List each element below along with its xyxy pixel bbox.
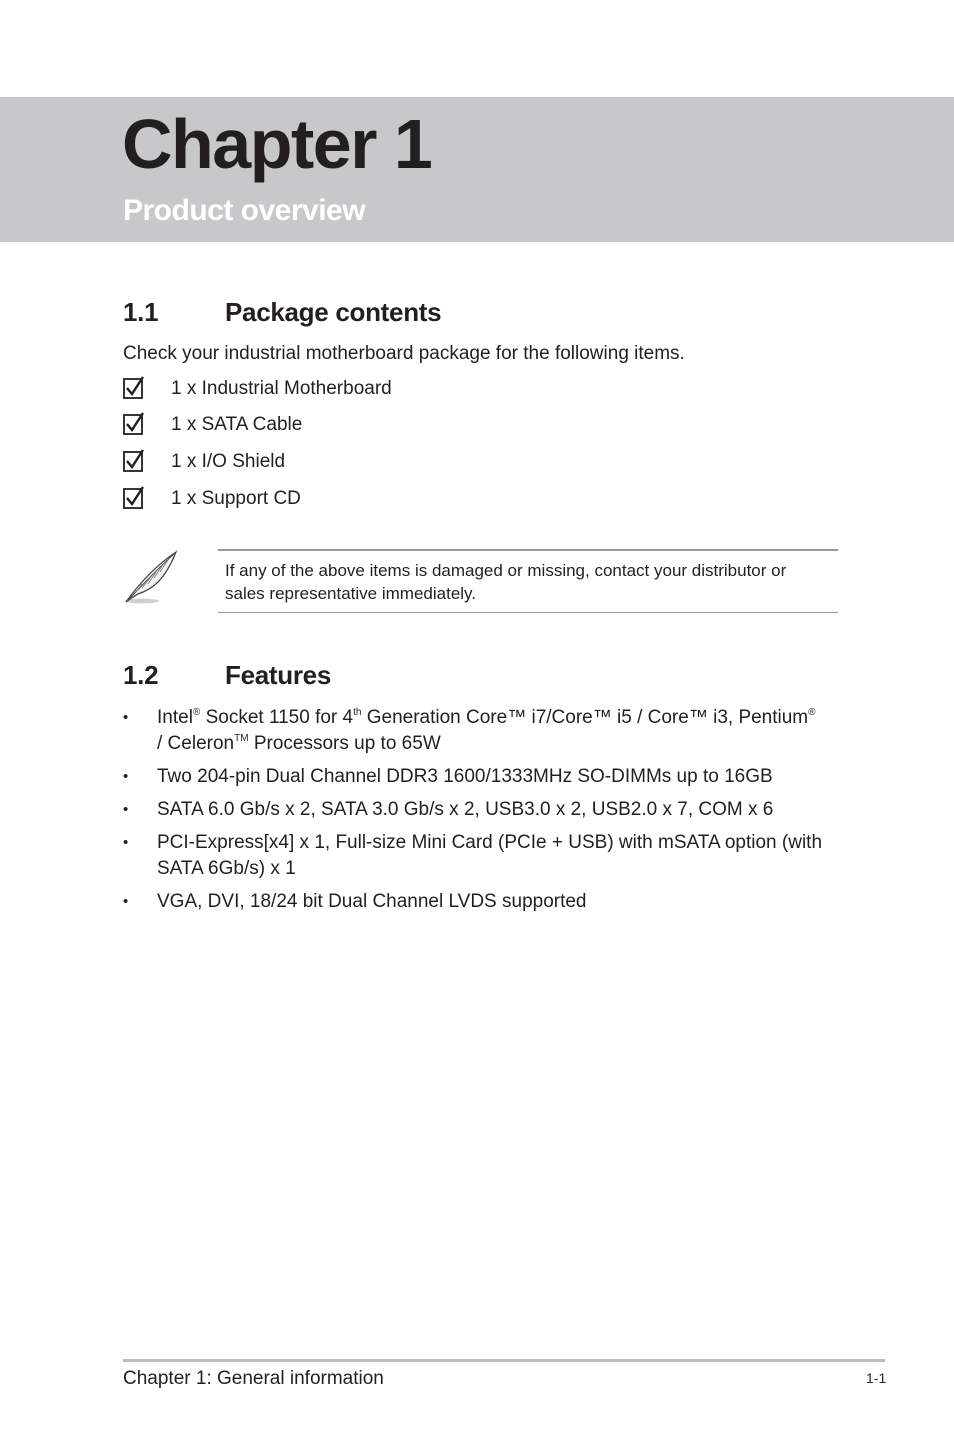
section-heading-package-contents <box>123 296 441 328</box>
checkbox-checked-icon <box>123 449 145 473</box>
note-rule-bottom <box>218 612 838 613</box>
section-heading-features <box>123 659 331 691</box>
feature-item <box>123 705 853 757</box>
checkbox-checked-icon <box>123 376 145 400</box>
section-number: 1.2 <box>123 660 159 690</box>
package-intro: Check your industrial motherboard package for the following items. <box>123 343 685 364</box>
feature-text: PCI-Express[x4] x 1, Full-size Mini Card (PCIe + USB) with mSATA option (with SATA 6Gb/s) x 1 <box>157 832 823 879</box>
bullet: • <box>123 801 129 818</box>
feature-text: VGA, DVI, 18/24 bit Dual Channel LVDS supported <box>157 891 587 912</box>
chapter-subtitle: Product overview <box>123 194 366 227</box>
note-text <box>225 559 835 605</box>
package-item-label: 1 x SATA Cable <box>171 414 303 435</box>
footer-rule <box>123 1359 885 1362</box>
package-item-label: 1 x I/O Shield <box>171 451 286 472</box>
bullet: • <box>123 893 129 910</box>
feature-text: Intel® Socket 1150 for 4th Generation Core™ i7/Core™ i5 / Core™ i3, Pentium® / Celeron™ Processors up to 65W <box>157 707 816 754</box>
features-list <box>123 705 853 922</box>
package-item-label: 1 x Industrial Motherboard <box>171 378 392 399</box>
note-line: sales representative immediately. <box>225 584 477 603</box>
package-item-label: 1 x Support CD <box>171 488 301 509</box>
section-title: Features <box>225 660 331 690</box>
feature-item <box>123 889 853 915</box>
bullet: • <box>123 768 129 785</box>
bullet: • <box>123 709 129 726</box>
feature-item <box>123 764 853 790</box>
bullet: • <box>123 834 129 851</box>
note-line: If any of the above items is damaged or missing, contact your distributor or <box>225 561 787 580</box>
chapter-title: Chapter 1 <box>122 105 432 183</box>
feature-item <box>123 797 853 823</box>
section-number: 1.1 <box>123 297 159 327</box>
feature-text: SATA 6.0 Gb/s x 2, SATA 3.0 Gb/s x 2, USB3.0 x 2, USB2.0 x 7, COM x 6 <box>157 799 774 820</box>
feature-item <box>123 830 853 882</box>
note-rule-top <box>218 549 838 551</box>
checkbox-checked-icon <box>123 486 145 510</box>
section-title: Package contents <box>225 297 442 327</box>
feature-text: Two 204-pin Dual Channel DDR3 1600/1333MHz SO-DIMMs up to 16GB <box>157 766 773 787</box>
footer-chapter-label: Chapter 1: General information <box>123 1368 384 1389</box>
quill-note-icon <box>122 548 180 606</box>
checkbox-checked-icon <box>123 412 145 436</box>
page-number: 1-1 <box>866 1370 887 1386</box>
